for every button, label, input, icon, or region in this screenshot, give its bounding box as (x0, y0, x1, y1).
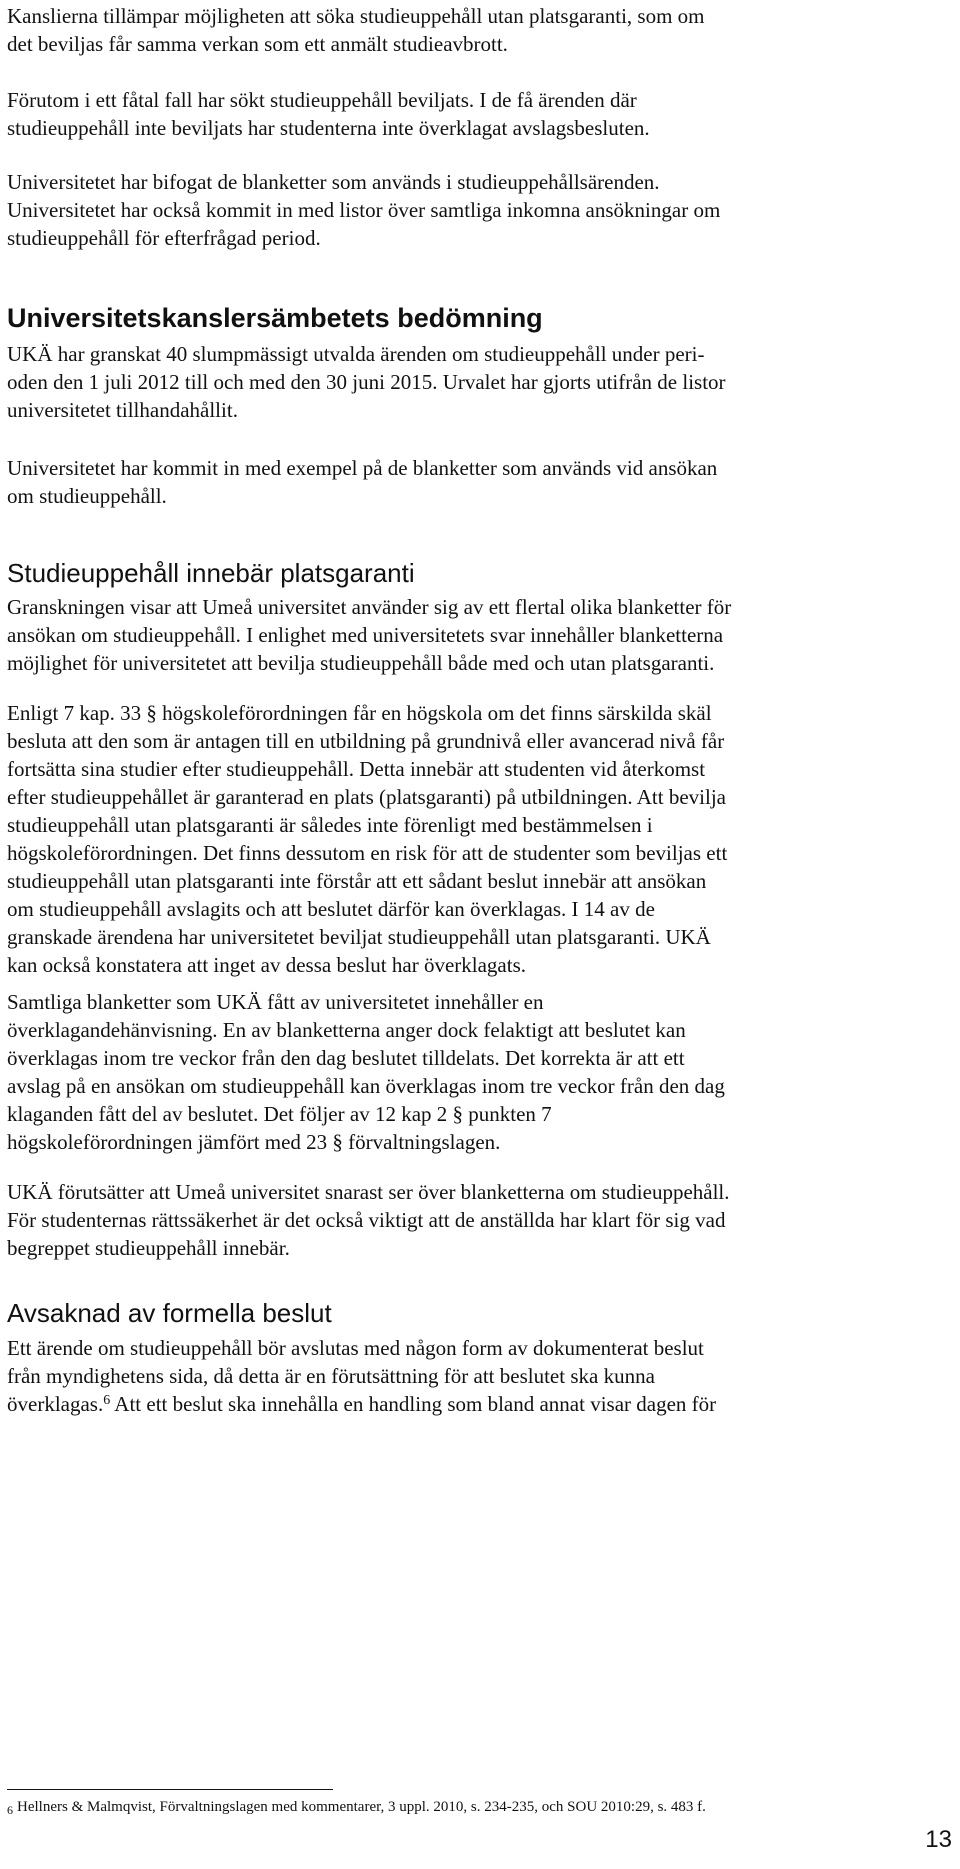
footnote (7, 1797, 957, 1817)
footnote-divider (7, 1789, 333, 1790)
paragraph-forutom: Förutom i ett fåtal fall har sökt studieuppehåll beviljats. I de få ärenden där studieuppehåll inte beviljats har studenterna inte överklagat avslagsbesluten. (7, 88, 650, 140)
heading-formella-beslut: Avsaknad av formella beslut (7, 1298, 332, 1328)
paragraph-arende-continuation: Att ett beslut ska innehålla en handling som bland annat visar dagen för (110, 1392, 717, 1416)
paragraph-forutsatter: UKÄ förutsätter att Umeå universitet snarast ser över blanketterna om studieuppehåll. För studenternas rättssäkerhet är det också viktigt att de anställda har klart för sig vad begreppet studieuppehåll innebär. (7, 1180, 730, 1260)
footnote-number: 6 (7, 1803, 13, 1817)
paragraph-exempel: Universitetet har kommit in med exempel på de blanketter som används vid ansökan om studieuppehåll. (7, 456, 718, 508)
page-number: 13 (925, 1826, 952, 1853)
paragraph-enligt: Enligt 7 kap. 33 § högskoleförordningen får en högskola om det finns särskilda skäl besluta att den som är antagen till en utbildning på grundnivå eller avancerad nivå får fortsätta sina studier efter studieuppehåll. Detta innebär att studenten vid återkomst efter studieuppehållet är garanterad en plats (platsgaranti) på utbildningen. Att bevilja studieuppehåll utan platsgaranti är således inte förenligt med bestämmelsen i högskoleförordningen. Det finns dessutom en risk för att de studenter som beviljas ett studieuppehåll utan platsgaranti inte förstår att ett sådant beslut innebär att ansökan om studieuppehåll avslagits och att beslutet därför kan överklagas. I 14 av de granskade ärendena har universitetet beviljat studieuppehåll utan platsgaranti. UKÄ kan också konstatera att inget av dessa beslut har överklagats. (7, 701, 728, 977)
paragraph-granskningen: Granskningen visar att Umeå universitet använder sig av ett flertal olika blanketter för ansökan om studieuppehåll. I enlighet med universitetets svar innehåller blanketterna möjlighet för universitetet att bevilja studieuppehåll både med och utan platsgaranti. (7, 595, 732, 675)
paragraph-kanslierna: Kanslierna tillämpar möjligheten att söka studieuppehåll utan platsgaranti, som om det beviljas får samma verkan som ett anmält studieavbrott. (7, 4, 705, 56)
footnote-reference: 6 (103, 1393, 111, 1408)
heading-platsgaranti: Studieuppehåll innebär platsgaranti (7, 558, 415, 588)
paragraph-samtliga: Samtliga blanketter som UKÄ fått av universitetet innehåller en överklagandehänvisning. En av blanketterna anger dock felaktigt att beslutet kan överklagas inom tre veckor från den dag beslutet tilldelats. Det korrekta är att ett avslag på en ansökan om studieuppehåll kan överklagas inom tre veckor från den dag klaganden fått del av beslutet. Det följer av 12 kap 2 § punkten 7 högskoleförordningen jämfört med 23 § förvaltningslagen. (7, 990, 725, 1154)
paragraph-arende (7, 1334, 957, 1418)
footnote-text: Hellners & Malmqvist, Förvaltningslagen med kommentarer, 3 uppl. 2010, s. 234-235, och SOU 2010:29, s. 483 f. (17, 1799, 706, 1815)
heading-assessment: Universitetskanslersämbetets bedömning (7, 303, 543, 333)
paragraph-blanketter: Universitetet har bifogat de blanketter som används i studieuppehållsärenden. Universitetet har också kommit in med listor över samtliga inkomna ansökningar om studieuppehåll för efterfrågad period. (7, 170, 721, 250)
paragraph-granskat: UKÄ har granskat 40 slumpmässigt utvalda ärenden om studieuppehåll under peri- oden den 1 juli 2012 till och med den 30 juni 2015. Urvalet har gjorts utifrån de listor universitetet tillhandahållit. (7, 342, 726, 422)
paragraph-arende-text: Ett ärende om studieuppehåll bör avslutas med någon form av dokumenterat beslut från myndighetens sida, då detta är en förutsättning för att beslutet ska kunna överklagas. (7, 1336, 704, 1416)
